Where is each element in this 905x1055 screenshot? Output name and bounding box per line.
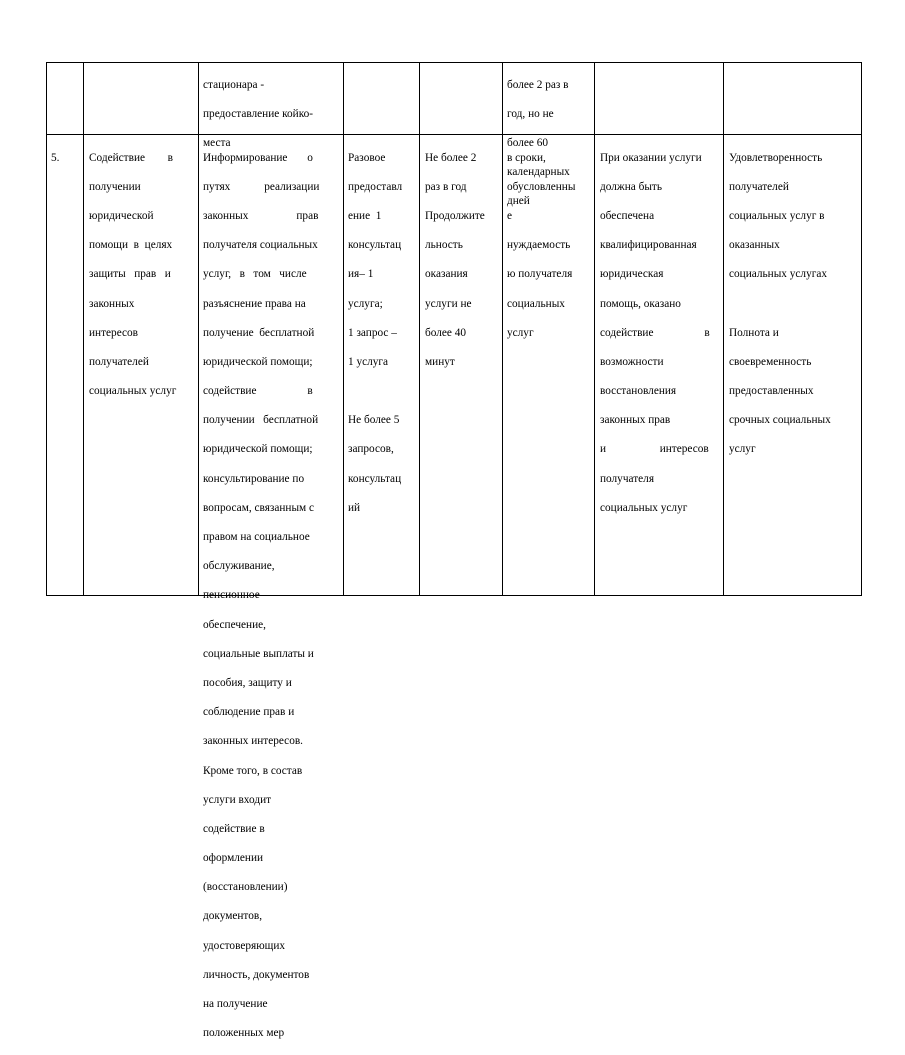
- cell-line: помощь, оказано: [600, 297, 681, 310]
- cell-line: получателя: [600, 472, 655, 485]
- cell-line: законных: [89, 297, 135, 310]
- cell-line: вопросам, связанным с: [203, 501, 315, 514]
- cell-line: социальные выплаты и: [203, 647, 314, 660]
- cell-line: социальных услуг в: [729, 209, 825, 222]
- cell-line: (восстановлении): [203, 881, 288, 894]
- table-border: [46, 134, 862, 135]
- cell-line: интересов: [89, 326, 138, 339]
- cell-line: юридическая: [600, 268, 664, 281]
- cell-line: законных прав: [203, 209, 319, 222]
- cell-line: юридической помощи;: [203, 443, 313, 456]
- cell-line: разъяснение права на: [203, 297, 306, 310]
- cell-line: услуг: [507, 326, 534, 339]
- service-term-cell: [507, 136, 593, 355]
- cell-line: восстановления: [600, 385, 677, 398]
- cell-line: пенсионное: [203, 589, 260, 602]
- table-border: [419, 62, 420, 596]
- cell-line: Содействие в: [89, 151, 173, 164]
- cell-line: стационара -: [203, 78, 265, 91]
- cell-line: Полнота и: [729, 326, 779, 339]
- cell-line: получателей: [89, 355, 149, 368]
- cell-line: раз в год: [425, 180, 467, 193]
- cell-line: получателя социальных: [203, 239, 318, 252]
- cell-line: консультац: [348, 472, 402, 485]
- cell-line: соблюдение прав и: [203, 706, 295, 719]
- cell-line: срочных социальных: [729, 414, 831, 427]
- cell-line: Кроме того, в состав: [203, 764, 303, 777]
- cell-line: должна быть: [600, 180, 663, 193]
- cell-line: ю получателя: [507, 268, 573, 281]
- cell-line: более 2 раз в: [507, 78, 569, 91]
- cell-line: 1 запрос –: [348, 326, 397, 339]
- cell-line: услуг, в том числе: [203, 268, 307, 281]
- cell-line: год, но не: [507, 107, 554, 120]
- service-name-cell: [89, 136, 195, 413]
- cell-line: удостоверяющих: [203, 939, 286, 952]
- cell-line: Удовлетворенность: [729, 151, 823, 164]
- cell-line: в сроки,: [507, 151, 546, 164]
- table-border: [861, 62, 862, 596]
- cell-line: социальных услуг: [89, 385, 177, 398]
- cell-line: консультац: [348, 239, 402, 252]
- cell-line: 1 услуга: [348, 355, 389, 368]
- cell-line: оформлении: [203, 852, 264, 865]
- cell-line: места: [203, 136, 231, 149]
- cell-line: получателей: [729, 180, 789, 193]
- table-border: [83, 62, 84, 596]
- cell-line: льность: [425, 239, 463, 252]
- cell-line: защиты прав и: [89, 268, 171, 281]
- cell-line: Разовое: [348, 151, 386, 164]
- cell-line: квалифицированная: [600, 239, 697, 252]
- cell-line: обеспечение,: [203, 618, 266, 631]
- cell-line: календарных: [507, 166, 570, 179]
- cell-line: законных прав: [600, 414, 671, 427]
- cell-line: социальных: [507, 297, 565, 310]
- cell-line: юридической: [89, 209, 154, 222]
- cell-line: правом на социальное: [203, 531, 310, 544]
- cell-line: содействие в: [203, 385, 313, 398]
- cell-line: получении: [89, 180, 141, 193]
- cell-line: оказания: [425, 268, 468, 281]
- service-volume-cell: [348, 136, 418, 530]
- cell-line: получение бесплатной: [203, 326, 315, 339]
- cell-line: консультирование по: [203, 472, 305, 485]
- service-quality-cell: [729, 136, 859, 472]
- cell-line: Не более 5: [348, 414, 400, 427]
- cell-line: 5.: [51, 151, 60, 164]
- cell-line: предоставленных: [729, 385, 814, 398]
- cell-line: положенных мер: [203, 1027, 285, 1040]
- cell-line: возможности: [600, 355, 664, 368]
- cell-line: ий: [348, 501, 361, 514]
- cell-line: путях реализации: [203, 180, 320, 193]
- cell-line: услуги входит: [203, 793, 272, 806]
- cell-line: пособия, защиту и: [203, 676, 292, 689]
- cell-line: Информирование о: [203, 151, 313, 164]
- cell-line: законных интересов.: [203, 735, 304, 748]
- table-border: [46, 62, 47, 596]
- paragraph-gap: [729, 297, 859, 312]
- cell-line: более 40: [425, 326, 467, 339]
- cell-line: запросов,: [348, 443, 394, 456]
- cell-line: и интересов: [600, 443, 709, 456]
- table-border: [343, 62, 344, 596]
- service-conditions-cell: [600, 136, 720, 530]
- cell-line: услуга;: [348, 297, 383, 310]
- row-number: [51, 136, 81, 180]
- cell-line: обусловленны: [507, 180, 576, 193]
- table-border: [723, 62, 724, 596]
- service-description-cell: [203, 136, 339, 1055]
- cell-line: обеспечена: [600, 209, 655, 222]
- cell-line: социальных услугах: [729, 268, 828, 281]
- cell-line: предоставл: [348, 180, 403, 193]
- cell-line: ение 1: [348, 209, 382, 222]
- cell-line: оказанных: [729, 239, 780, 252]
- cell-line: своевременность: [729, 355, 812, 368]
- cell-line: содействие в: [600, 326, 710, 339]
- table-border: [198, 62, 199, 596]
- cell-line: социальных услуг: [600, 501, 688, 514]
- cell-line: минут: [425, 355, 455, 368]
- table-border: [502, 62, 503, 596]
- cell-line: получении бесплатной: [203, 414, 319, 427]
- paragraph-gap: [348, 384, 418, 399]
- cell-line: более 60: [507, 136, 549, 149]
- table-border: [594, 62, 595, 596]
- cell-line: документов,: [203, 910, 263, 923]
- table-border: [46, 595, 862, 596]
- cell-line: обслуживание,: [203, 560, 275, 573]
- cell-line: услуги не: [425, 297, 472, 310]
- cell-line: предоставление койко-: [203, 107, 314, 120]
- cell-line: е: [507, 209, 513, 222]
- cell-line: При оказании услуги: [600, 151, 702, 164]
- service-frequency-cell: [425, 136, 501, 384]
- cell-line: нуждаемость: [507, 239, 571, 252]
- cell-line: содействие в: [203, 822, 265, 835]
- cell-line: дней: [507, 195, 530, 208]
- cell-line: услуг: [729, 443, 756, 456]
- cell-line: на получение: [203, 998, 268, 1011]
- cell-line: юридической помощи;: [203, 355, 313, 368]
- cell-line: Продолжите: [425, 209, 485, 222]
- cell-line: личность, документов: [203, 968, 310, 981]
- cell-line: помощи в целях: [89, 239, 173, 252]
- cell-line: ия– 1: [348, 268, 374, 281]
- cell-line: Не более 2: [425, 151, 477, 164]
- table-border: [46, 62, 862, 63]
